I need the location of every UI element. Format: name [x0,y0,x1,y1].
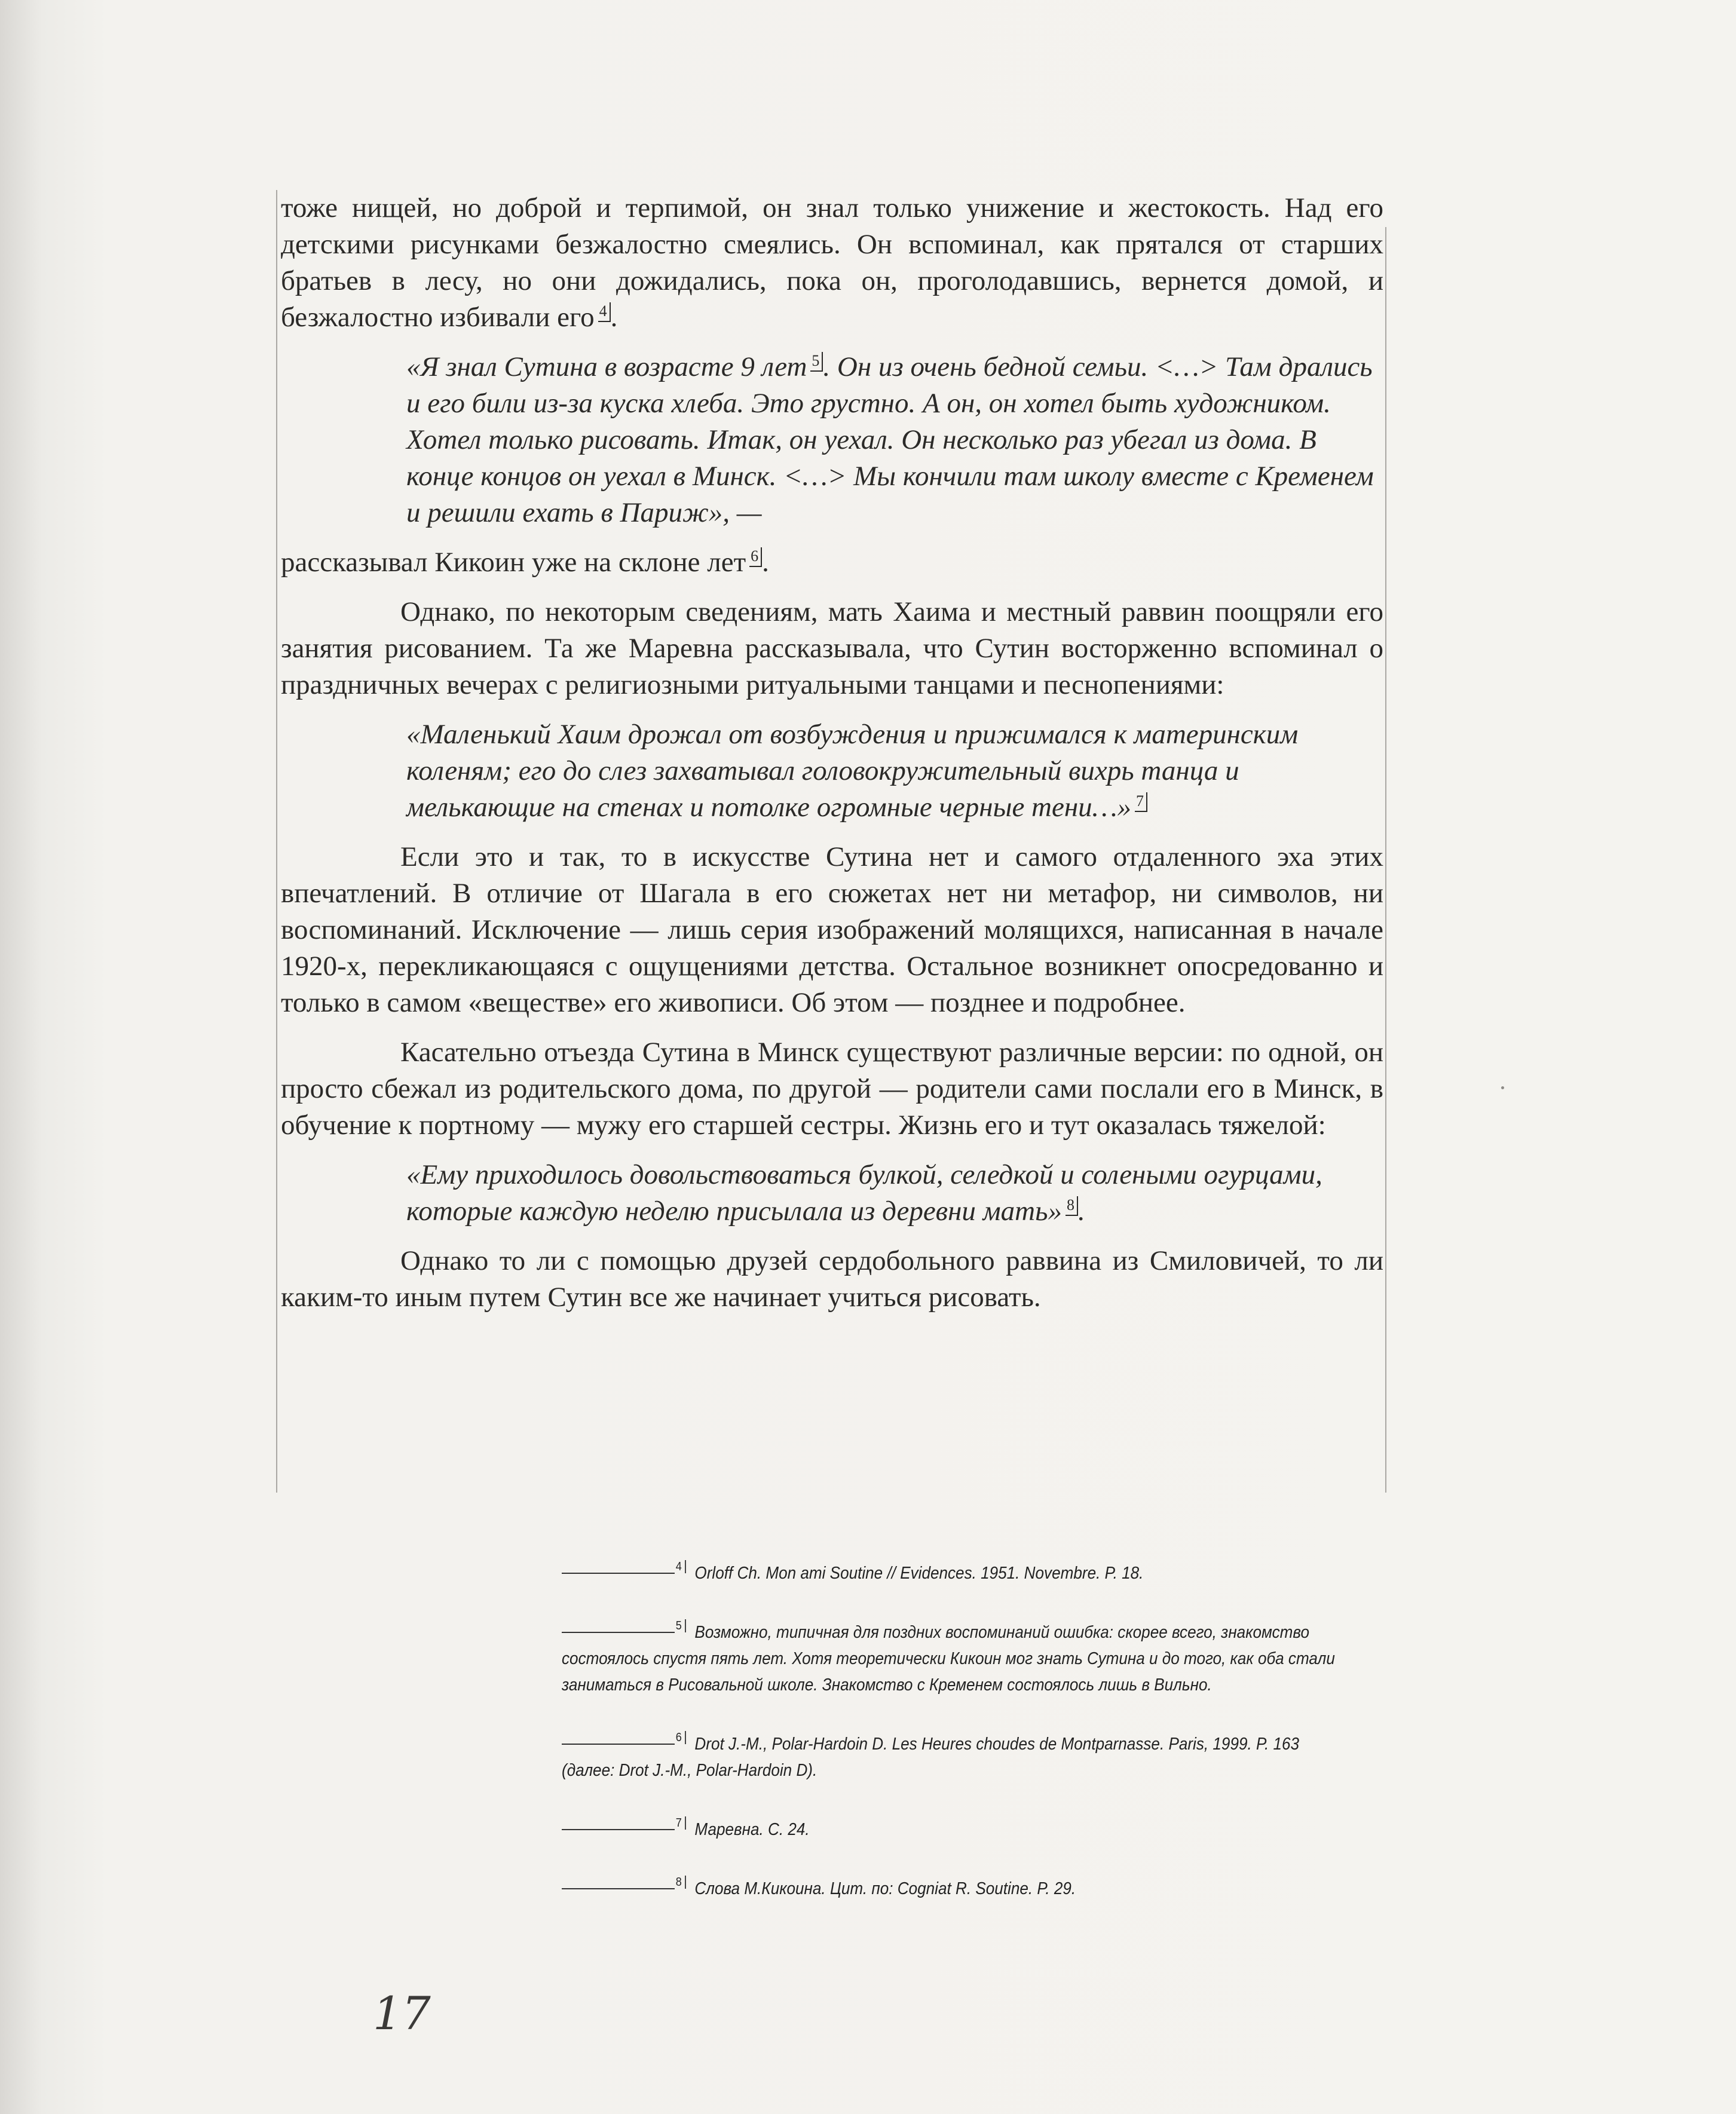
paragraph-2: рассказывал Кикоин уже на склоне лет $^6$ . [281,547,769,578]
footnote-ref-7[interactable]: 7 [1135,792,1147,812]
footnote-text: Drot J.-M., Polar-Hardoin D. Les Heures choudes de Montparnasse. Paris, 1999. P. 163 (далее: Drot J.-M., Polar-Hardoin D). [562,1735,1300,1780]
footnote-number: 4 [675,1560,686,1573]
footnote-7 [562,1810,1347,1843]
footnote-ref-6[interactable]: 6 [749,547,762,567]
footnote-rule [562,1632,675,1633]
footnote-ref-4[interactable]: 4 [598,302,611,322]
quote-kikoin: «Я знал Сутина в возрасте 9 лет $^5$ . Он из очень бедной семьи. <…> Там дрались и его били из-за куска хлеба. Это грустно. А он, он хотел быть художником. Хотел только рисовать. Итак, он уехал. Он несколько раз убегал из дома. В конце концов он уехал в Минск. <…> Мы кончили там школу вместе с Кременем и решили ехать в Париж», — [406,351,1374,528]
footnote-rule [562,1888,675,1889]
footnote-ref-8[interactable]: 8 [1066,1196,1078,1216]
paragraph-3: Однако, по некоторым сведениям, мать Хаима и местный раввин поощряли его занятия рисованием. Та же Маревна рассказывала, что Сутин восторженно вспоминал о праздничных вечерах с религиозными ритуальными танцами и песнопениями: [281,596,1383,700]
column-right-rule [1385,227,1386,1493]
footnote-6 [562,1724,1347,1784]
paragraph-4: Если это и так, то в искусстве Сутина нет и самого отдаленного эха этих впечатлений. В отличие от Шагала в его сюжетах нет ни метафор, ни символов, ни воспоминаний. Исключение — лишь серия изображений молящихся, написанная в начале 1920-х, перекликающаяся с ощущениями детства. Остальное возникнет опосредованно и только в самом «веществе» его живописи. Об этом — позднее и подробнее. [281,841,1383,1018]
paragraph-1: тоже нищей, но доброй и терпимой, он знал только унижение и жестокость. Над его детскими рисунками безжалостно смеялись. Он вспоминал, как прятался от старших братьев в лесу, но они дожидались, пока он, проголодавшись, вернется домой, и безжалостно избивали его $^4$ . [281,192,1383,333]
quote-marevna: «Маленький Хаим дрожал от возбуждения и прижимался к материнским коленям; его до слез захватывал головокружительный вихрь танца и мелькающие на стенах и потолке огромные черные тени…» $^7$ [406,719,1299,823]
paper-speck [1501,1086,1504,1089]
footnote-rule [562,1573,675,1574]
footnote-rule [562,1744,675,1745]
quote-mother: «Ему приходилось довольствоваться булкой, селедкой и солеными огурцами, которые каждую неделю присылала из деревни мать» $^8$ . [406,1159,1322,1227]
footnote-text: Возможно, типичная для поздних воспоминаний ошибка: скорее всего, знакомство состоялось спустя пять лет. Хотя теоретически Кикоин мог знать Сутина и до того, как оба стали заниматься в Рисовальной школе. Знакомство с Кременем состоялось лишь в Вильно. [562,1623,1335,1695]
footnote-number: 7 [675,1816,686,1830]
footnote-number: 6 [675,1731,686,1744]
footnote-number: 5 [675,1619,686,1632]
footnote-number: 8 [675,1876,686,1889]
footnote-text: Orloff Ch. Mon ami Soutine // Evidences. 1951. Novembre. P. 18. [694,1564,1144,1583]
page-number: 17 [373,1987,431,2040]
footnote-ref-5[interactable]: 5 [810,352,823,372]
footnotes-section [562,1554,1347,1928]
footnote-rule [562,1829,675,1830]
footnote-text: Слова М.Кикоина. Цит. по: Cogniat R. Soutine. P. 29. [694,1879,1076,1898]
main-text-column [281,190,1383,1329]
footnote-text: Маревна. С. 24. [694,1820,810,1839]
paragraph-6: Однако то ли с помощью друзей сердобольного раввина из Смиловичей, то ли каким-то иным путем Сутин все же начинает учиться рисовать. [281,1245,1383,1313]
footnote-4 [562,1554,1347,1586]
footnote-8 [562,1869,1347,1902]
column-left-rule [276,190,277,1493]
footnote-5 [562,1613,1347,1698]
paragraph-5: Касательно отъезда Сутина в Минск существуют различные версии: по одной, он просто сбежал из родительского дома, по другой — родители сами послали его в Минск, в обучение к портному — мужу его старшей сестры. Жизнь его и тут оказалась тяжелой: [281,1037,1383,1141]
